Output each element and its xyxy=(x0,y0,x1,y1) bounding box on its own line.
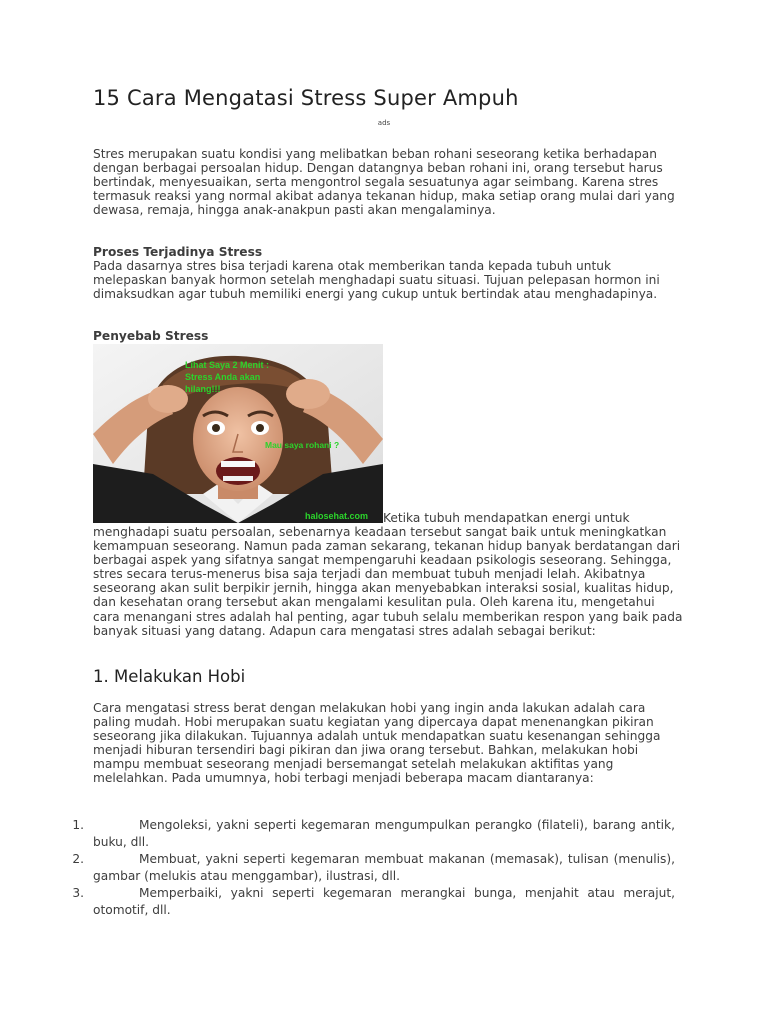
intro-paragraph: Stres merupakan suatu kondisi yang melibatkan beban rohani seseorang ketika berhadapan dengan berbagai persoalan hidup. Dengan datangnya beban rohani ini, orang tersebut harus bertindak, menyesuaikan, serta mengontrol segala sesuatunya agar seimbang. Karena stres termasuk reaksi yang normal akibat adanya tekanan hidup, maka setiap orang mulai dari yang dewasa, remaja, hingga anak-anakpun pasti akan mengalaminya. xyxy=(93,147,675,218)
stressed-woman-photo xyxy=(93,344,383,523)
list-text: Memperbaiki, yakni seperti kegemaran merangkai bunga, menjahit atau merajut, otomotif, dll. xyxy=(93,886,675,917)
heading-proses: Proses Terjadinya Stress xyxy=(93,245,263,259)
heading-penyebab: Penyebab Stress xyxy=(93,329,209,343)
overlay-question: Mau saya rohani ? xyxy=(265,440,340,450)
heading-melakukan-hobi: 1. Melakukan Hobi xyxy=(93,667,246,686)
article-title: 15 Cara Mengatasi Stress Super Ampuh xyxy=(93,86,519,110)
penyebab-paragraph: menghadapi suatu persoalan, sebenarnya keadaan tersebut sangat baik untuk meningkatkan kemampuan seseorang. Namun pada zaman sekarang, tekanan hidup banyak berdatangan dari berbagai aspek yang sifatnya sangat mempengaruhi keadaan psikologis seseorang. Sehingga, stres secara terus-menerus bisa saja terjadi dan membuat tubuh menjadi lelah. Akibatnya seseorang akan sulit berpikir jernih, hingga akan menyebabkan interaksi sosial, kualitas hidup, dan kesehatan orang tersebut akan mengalami kesulitan pula. Oleh karena itu, mengetahui cara menangani stres adalah hal penting, agar tubuh selalu memberikan respon yang baik pada banyak situasi yang datang. Adapun cara mengatasi stres adalah sebagai berikut: xyxy=(93,525,683,638)
list-number: 3. xyxy=(72,886,84,900)
overlay-text-line2: Stress Anda akan xyxy=(185,372,261,382)
ads-label: ads xyxy=(377,119,391,127)
overlay-text-line3: hilang!!! xyxy=(185,384,221,394)
overlay-text-line1: Lihat Saya 2 Menit : xyxy=(185,360,270,370)
photo-watermark: halosehat.com xyxy=(305,511,369,521)
proses-paragraph: Pada dasarnya stres bisa terjadi karena otak memberikan tanda kepada tubuh untuk melepaskan banyak hormon setelah menghadapi suatu situasi. Tujuan pelepasan hormon ini dimaksudkan agar tubuh memiliki energi yang cukup untuk bertindak atau menghadapinya. xyxy=(93,259,660,302)
list-number: 2. xyxy=(72,852,84,866)
list-text: Mengoleksi, yakni seperti kegemaran mengumpulkan perangko (filateli), barang antik, buku, dll. xyxy=(93,818,675,849)
list-text: Membuat, yakni seperti kegemaran membuat makanan (memasak), tulisan (menulis), gambar (melukis atau menggambar), ilustrasi, dll. xyxy=(93,852,675,883)
penyebab-first-line: Ketika tubuh mendapatkan energi untuk xyxy=(383,511,630,525)
hobi-paragraph: Cara mengatasi stress berat dengan melakukan hobi yang ingin anda lakukan adalah cara paling mudah. Hobi merupakan suatu kegiatan yang dipercaya dapat menenangkan pikiran seseorang jika dilakukan. Tujuannya adalah untuk mendapatkan suatu kesenangan sehingga menjadi hiburan tersendiri bagi pikiran dan jiwa orang tersebut. Bahkan, melakukan hobi mampu membuat seseorang menjadi bersemangat setelah melakukan aktifitas yang melelahkan. Pada umumnya, hobi terbagi menjadi beberapa macam diantaranya: xyxy=(93,701,661,786)
list-number: 1. xyxy=(72,818,84,832)
